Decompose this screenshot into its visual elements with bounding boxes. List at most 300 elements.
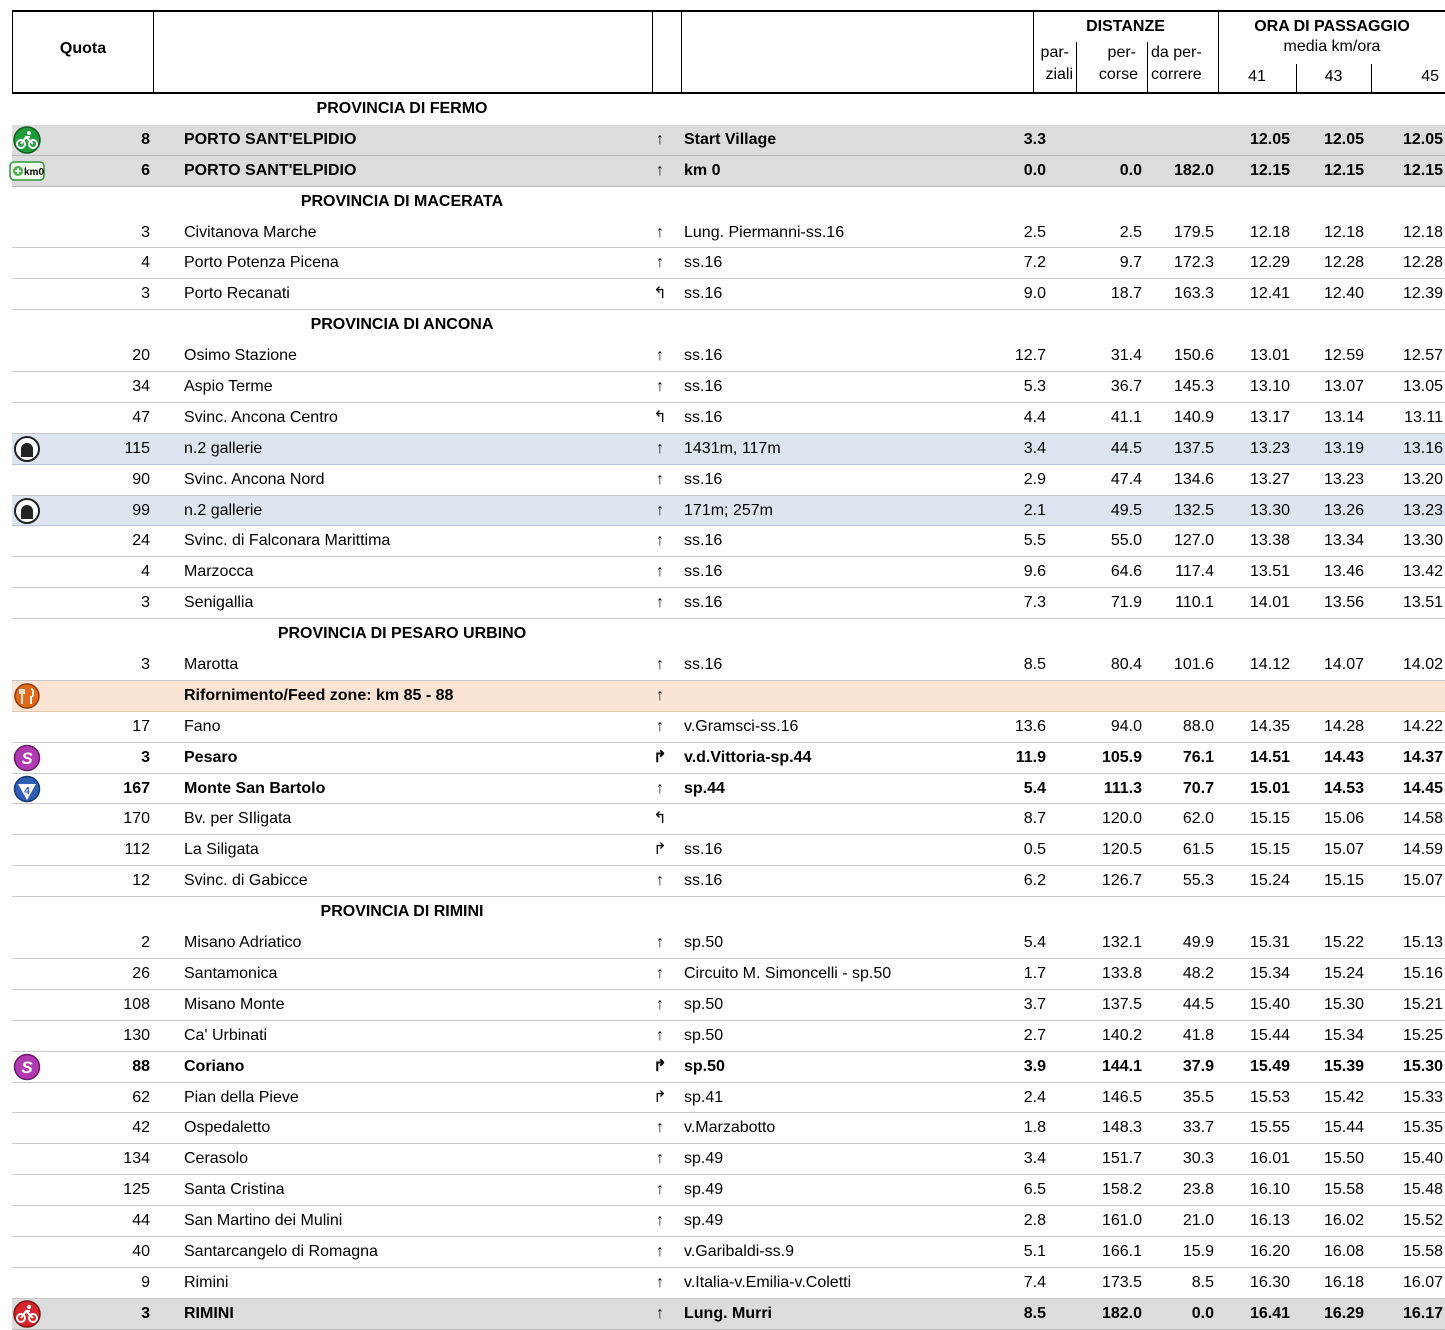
distance-covered-cell: 31.4 — [1110, 347, 1142, 365]
distance-partial-cell: 12.7 — [1014, 347, 1046, 365]
table-row — [12, 1021, 1445, 1052]
location-cell: Pian della Pieve — [184, 1088, 299, 1106]
altitude-cell: 4 — [141, 563, 150, 581]
distance-partial-cell: 8.5 — [1023, 656, 1046, 674]
distance-covered-cell: 146.5 — [1101, 1088, 1142, 1106]
time-41-cell: 15.01 — [1249, 779, 1290, 797]
table-row — [12, 1083, 1445, 1114]
direction-arrow: ↑ — [656, 779, 664, 797]
road-cell: sp.49 — [684, 1150, 724, 1168]
distance-partial-cell: 2.7 — [1023, 1026, 1046, 1044]
distance-remaining-cell: 172.3 — [1173, 254, 1214, 272]
time-45-cell: 15.33 — [1402, 1088, 1443, 1106]
time-43-cell: 12.28 — [1323, 254, 1364, 272]
svg-text:S: S — [21, 1057, 33, 1077]
altitude-cell: 34 — [132, 378, 150, 396]
altitude-cell: 12 — [132, 872, 150, 890]
altitude-cell: 47 — [132, 408, 150, 426]
time-45-cell: 13.51 — [1402, 594, 1443, 612]
distance-partial-cell: 0.5 — [1023, 841, 1046, 859]
table-row — [12, 1113, 1445, 1144]
table-row — [12, 804, 1445, 835]
direction-arrow: ↑ — [656, 656, 664, 674]
direction-arrow: ↑ — [656, 501, 664, 519]
province-name: PROVINCIA DI ANCONA — [310, 316, 494, 334]
time-41-cell: 14.01 — [1249, 594, 1290, 612]
direction-arrow: ↰ — [653, 408, 667, 426]
altitude-cell: 3 — [141, 748, 150, 766]
distanze-header: DISTANZE — [1086, 18, 1165, 35]
altitude-cell: 40 — [132, 1242, 150, 1260]
location-cell: Marotta — [184, 656, 239, 674]
altitude-cell: 4 — [141, 254, 150, 272]
distance-partial-cell: 5.4 — [1023, 934, 1046, 952]
table-row — [12, 218, 1445, 249]
time-43-cell: 14.07 — [1323, 656, 1364, 674]
time-41-cell: 15.53 — [1249, 1088, 1290, 1106]
location-cell: Santa Cristina — [184, 1181, 285, 1199]
road-cell: Lung. Piermanni-ss.16 — [684, 223, 845, 241]
road-cell: ss.16 — [684, 594, 723, 612]
direction-arrow: ↑ — [656, 563, 664, 581]
location-cell: Porto Potenza Picena — [184, 254, 339, 272]
direction-arrow: ↑ — [656, 130, 664, 148]
time-43-cell: 13.19 — [1323, 439, 1364, 457]
distance-covered-cell: 36.7 — [1110, 378, 1142, 396]
road-cell: sp.41 — [684, 1088, 724, 1106]
road-cell: sp.50 — [684, 934, 724, 952]
distance-covered-cell: 94.0 — [1110, 717, 1142, 735]
road-cell: ss.16 — [684, 285, 723, 303]
distance-remaining-cell: 132.5 — [1173, 501, 1214, 519]
time-43-cell: 12.59 — [1323, 347, 1364, 365]
distance-covered-cell: 120.0 — [1101, 810, 1142, 828]
parziali-header-1: par- — [1040, 44, 1069, 61]
time-45-cell: 15.16 — [1402, 964, 1443, 982]
province-name: PROVINCIA DI MACERATA — [300, 192, 504, 210]
distance-partial-cell: 5.5 — [1023, 532, 1046, 550]
distance-remaining-cell: 33.7 — [1182, 1119, 1214, 1137]
road-cell: ss.16 — [684, 378, 723, 396]
distance-covered-cell: 140.2 — [1101, 1026, 1142, 1044]
road-cell: ss.16 — [684, 563, 723, 581]
time-41-cell: 13.01 — [1249, 347, 1290, 365]
road-cell: Circuito M. Simoncelli - sp.50 — [684, 964, 892, 982]
direction-arrow: ↑ — [656, 439, 664, 457]
direction-arrow: ↑ — [656, 1304, 664, 1322]
time-43-cell: 15.15 — [1323, 872, 1364, 890]
time-45-cell: 13.16 — [1402, 439, 1443, 457]
altitude-cell: 130 — [123, 1026, 150, 1044]
distance-covered-cell: 133.8 — [1101, 964, 1142, 982]
direction-arrow: ↑ — [656, 964, 664, 982]
distance-remaining-cell: 15.9 — [1182, 1242, 1214, 1260]
location-cell: PORTO SANT'ELPIDIO — [184, 130, 357, 148]
road-cell: ss.16 — [684, 470, 723, 488]
road-cell: v.d.Vittoria-sp.44 — [684, 748, 812, 766]
time-43-cell: 15.07 — [1323, 841, 1364, 859]
table-body — [12, 94, 1445, 1330]
table-row — [12, 1299, 1445, 1330]
altitude-cell: 20 — [132, 347, 150, 365]
road-cell: sp.44 — [684, 779, 725, 797]
altitude-cell: 167 — [123, 779, 150, 797]
road-cell: km 0 — [684, 161, 721, 179]
time-43-cell: 15.24 — [1323, 964, 1364, 982]
distance-covered-cell: 49.5 — [1110, 501, 1142, 519]
distance-partial-cell: 2.8 — [1023, 1212, 1046, 1230]
direction-arrow: ↑ — [656, 686, 664, 704]
altitude-cell: 88 — [132, 1057, 150, 1075]
da-percorrere-header-2: correre — [1151, 66, 1202, 83]
media-kmora-header: media km/ora — [1283, 38, 1381, 55]
location-cell: Coriano — [184, 1057, 245, 1075]
road-cell: sp.50 — [684, 995, 724, 1013]
distance-remaining-cell: 179.5 — [1173, 223, 1214, 241]
location-cell: Misano Adriatico — [184, 934, 302, 952]
location-cell: Ca' Urbinati — [184, 1026, 268, 1044]
time-43-cell: 14.28 — [1323, 717, 1364, 735]
distance-remaining-cell: 0.0 — [1191, 1304, 1214, 1322]
distance-partial-cell: 3.9 — [1023, 1057, 1046, 1075]
distance-remaining-cell: 76.1 — [1182, 748, 1214, 766]
distance-partial-cell: 2.1 — [1023, 501, 1046, 519]
distance-remaining-cell: 182.0 — [1173, 161, 1214, 179]
distance-remaining-cell: 37.9 — [1182, 1057, 1214, 1075]
road-cell: v.Italia-v.Emilia-v.Coletti — [684, 1273, 852, 1291]
location-cell: Rimini — [184, 1273, 229, 1291]
altitude-cell: 3 — [141, 656, 150, 674]
direction-arrow: ↑ — [656, 470, 664, 488]
table-row — [12, 372, 1445, 403]
time-45-cell: 14.45 — [1402, 779, 1443, 797]
altitude-cell: 3 — [141, 223, 150, 241]
distance-covered-cell: 166.1 — [1101, 1242, 1142, 1260]
distance-partial-cell: 13.6 — [1014, 717, 1046, 735]
direction-arrow: ↑ — [656, 1273, 664, 1291]
distance-partial-cell: 11.9 — [1015, 748, 1046, 766]
road-cell: ss.16 — [684, 841, 723, 859]
direction-arrow: ↑ — [656, 532, 664, 550]
distance-remaining-cell: 145.3 — [1173, 378, 1214, 396]
time-43-cell: 15.06 — [1323, 810, 1364, 828]
province-name: PROVINCIA DI FERMO — [316, 100, 488, 117]
time-41-cell: 15.15 — [1249, 841, 1290, 859]
svg-text:S: S — [21, 748, 33, 768]
table-row — [12, 681, 1445, 712]
time-45-cell: 16.17 — [1402, 1304, 1443, 1322]
location-cell: Pesaro — [184, 748, 238, 766]
distance-covered-cell: 126.7 — [1101, 872, 1142, 890]
location-cell: Senigallia — [184, 594, 254, 612]
table-row — [12, 1144, 1445, 1175]
distance-remaining-cell: 48.2 — [1182, 964, 1214, 982]
time-43-cell: 13.14 — [1323, 408, 1364, 426]
road-cell: ss.16 — [684, 347, 723, 365]
location-cell: Osimo Stazione — [184, 347, 297, 365]
time-43-cell: 12.05 — [1323, 130, 1364, 148]
distance-covered-cell: 55.0 — [1110, 532, 1142, 550]
location-cell: Svinc. Ancona Nord — [184, 470, 325, 488]
svg-text:km0: km0 — [24, 166, 45, 178]
distance-partial-cell: 3.3 — [1023, 130, 1046, 148]
road-cell: Lung. Murri — [684, 1304, 772, 1322]
road-cell: 171m; 257m — [684, 501, 773, 519]
time-41-cell: 15.44 — [1249, 1026, 1290, 1044]
time-43-cell: 16.08 — [1323, 1242, 1364, 1260]
distance-remaining-cell: 49.9 — [1182, 934, 1214, 952]
direction-arrow: ↑ — [656, 995, 664, 1013]
road-cell: ss.16 — [684, 656, 723, 674]
distance-covered-cell: 120.5 — [1101, 841, 1142, 859]
distance-remaining-cell: 62.0 — [1182, 810, 1214, 828]
time-43-cell: 15.39 — [1323, 1057, 1364, 1075]
direction-arrow: ↱ — [653, 1057, 667, 1075]
location-cell: Fano — [184, 717, 221, 735]
time-45-cell: 14.37 — [1402, 748, 1443, 766]
time-45-cell: 13.05 — [1402, 378, 1443, 396]
time-43-cell: 12.15 — [1323, 161, 1364, 179]
time-45-cell: 12.05 — [1402, 130, 1443, 148]
distance-partial-cell: 8.5 — [1023, 1304, 1046, 1322]
province-header-row — [12, 94, 1445, 125]
table-row — [12, 1206, 1445, 1237]
time-43-cell: 13.07 — [1323, 378, 1364, 396]
time-45-cell: 14.22 — [1402, 717, 1443, 735]
province-header-row — [12, 897, 1445, 928]
time-43-cell: 13.46 — [1323, 563, 1364, 581]
altitude-cell: 62 — [132, 1088, 150, 1106]
distance-remaining-cell: 88.0 — [1182, 717, 1214, 735]
location-cell: Santamonica — [184, 964, 278, 982]
location-cell: PORTO SANT'ELPIDIO — [184, 161, 357, 179]
time-45-cell: 12.18 — [1402, 223, 1443, 241]
svg-text:4: 4 — [24, 785, 30, 797]
distance-remaining-cell: 35.5 — [1182, 1088, 1214, 1106]
direction-arrow: ↑ — [656, 1181, 664, 1199]
table-row — [12, 959, 1445, 990]
distance-remaining-cell: 30.3 — [1182, 1150, 1214, 1168]
distance-partial-cell: 3.4 — [1023, 1150, 1046, 1168]
table-row — [12, 341, 1445, 372]
direction-arrow: ↑ — [656, 223, 664, 241]
time-45-cell: 15.07 — [1402, 872, 1443, 890]
table-row — [12, 557, 1445, 588]
road-cell: ss.16 — [684, 872, 723, 890]
distance-partial-cell: 2.4 — [1023, 1088, 1046, 1106]
time-41-cell: 15.40 — [1249, 995, 1290, 1013]
time-41-cell: 13.38 — [1249, 532, 1290, 550]
direction-arrow: ↱ — [653, 748, 667, 766]
time-45-cell: 14.58 — [1402, 810, 1443, 828]
distance-covered-cell: 151.7 — [1101, 1150, 1142, 1168]
direction-arrow: ↰ — [653, 810, 667, 828]
direction-arrow: ↑ — [656, 161, 664, 179]
distance-partial-cell: 6.5 — [1023, 1181, 1046, 1199]
altitude-cell: 17 — [132, 717, 150, 735]
location-cell: Misano Monte — [184, 995, 285, 1013]
direction-arrow: ↑ — [656, 254, 664, 272]
table-row — [12, 712, 1445, 743]
road-cell: v.Garibaldi-ss.9 — [684, 1242, 794, 1260]
distance-partial-cell: 8.7 — [1023, 810, 1046, 828]
table-row — [12, 403, 1445, 434]
road-cell: sp.49 — [684, 1181, 724, 1199]
table-row — [12, 1175, 1445, 1206]
direction-arrow: ↑ — [656, 378, 664, 396]
distance-covered-cell: 80.4 — [1110, 656, 1142, 674]
time-41-cell: 13.27 — [1249, 470, 1290, 488]
distance-remaining-cell: 8.5 — [1191, 1273, 1214, 1291]
direction-arrow: ↰ — [653, 285, 667, 303]
time-41-cell: 13.10 — [1249, 378, 1290, 396]
table-row — [12, 248, 1445, 279]
location-cell: n.2 gallerie — [184, 501, 263, 519]
distance-remaining-cell: 70.7 — [1182, 779, 1214, 797]
altitude-cell: 112 — [124, 841, 150, 859]
location-cell: RIMINI — [184, 1304, 234, 1322]
distance-covered-cell: 44.5 — [1110, 439, 1142, 457]
distance-partial-cell: 4.4 — [1023, 408, 1046, 426]
time-41-cell: 14.51 — [1249, 748, 1290, 766]
location-cell: Ospedaletto — [184, 1119, 271, 1137]
distance-covered-cell: 41.1 — [1110, 408, 1142, 426]
time-45-cell: 12.28 — [1402, 254, 1443, 272]
distance-remaining-cell: 140.9 — [1173, 408, 1214, 426]
location-cell: Monte San Bartolo — [184, 779, 326, 797]
distance-covered-cell: 0.0 — [1119, 161, 1142, 179]
distance-remaining-cell: 134.6 — [1173, 470, 1214, 488]
distance-covered-cell: 47.4 — [1110, 470, 1142, 488]
distance-covered-cell: 137.5 — [1101, 995, 1142, 1013]
table-row — [12, 650, 1445, 681]
distance-partial-cell: 0.0 — [1023, 161, 1046, 179]
distance-remaining-cell: 55.3 — [1182, 872, 1214, 890]
distance-partial-cell: 9.6 — [1023, 563, 1046, 581]
speed-43-header: 43 — [1324, 68, 1343, 85]
location-cell: Civitanova Marche — [184, 223, 317, 241]
distance-remaining-cell: 110.1 — [1175, 594, 1214, 612]
altitude-cell: 9 — [141, 1273, 150, 1291]
table-row — [12, 835, 1445, 866]
time-41-cell: 16.30 — [1249, 1273, 1290, 1291]
time-43-cell: 16.29 — [1323, 1304, 1364, 1322]
time-41-cell: 15.55 — [1249, 1119, 1290, 1137]
altitude-cell: 170 — [123, 810, 150, 828]
time-45-cell: 14.59 — [1402, 841, 1443, 859]
time-43-cell: 15.22 — [1323, 934, 1364, 952]
time-45-cell: 13.42 — [1402, 563, 1443, 581]
speed-41-header: 41 — [1248, 68, 1266, 85]
distance-remaining-cell: 127.0 — [1173, 532, 1214, 550]
time-45-cell: 15.40 — [1402, 1150, 1443, 1168]
speed-45-header: 45 — [1421, 68, 1439, 85]
distance-partial-cell: 1.7 — [1023, 964, 1046, 982]
distance-remaining-cell: 61.5 — [1182, 841, 1214, 859]
table-row — [12, 526, 1445, 557]
time-43-cell: 16.02 — [1323, 1212, 1364, 1230]
road-cell: 1431m, 117m — [684, 439, 781, 457]
quota-header: Quota — [59, 40, 107, 57]
time-43-cell: 15.30 — [1323, 995, 1364, 1013]
distance-partial-cell: 2.5 — [1023, 223, 1046, 241]
time-41-cell: 13.51 — [1249, 563, 1290, 581]
time-41-cell: 16.20 — [1249, 1242, 1290, 1260]
altitude-cell: 108 — [123, 995, 150, 1013]
direction-arrow: ↑ — [656, 1026, 664, 1044]
time-45-cell: 13.11 — [1404, 408, 1443, 426]
distance-partial-cell: 5.4 — [1023, 779, 1046, 797]
altitude-cell: 3 — [141, 1304, 150, 1322]
time-45-cell: 15.30 — [1402, 1057, 1443, 1075]
time-41-cell: 12.18 — [1249, 223, 1290, 241]
distance-covered-cell: 144.1 — [1101, 1057, 1142, 1075]
distance-partial-cell: 7.2 — [1023, 254, 1046, 272]
time-45-cell: 12.39 — [1402, 285, 1443, 303]
time-45-cell: 15.21 — [1402, 995, 1443, 1013]
da-percorrere-header-1: da per- — [1151, 44, 1202, 61]
time-45-cell: 13.23 — [1402, 501, 1443, 519]
table-row — [12, 465, 1445, 496]
altitude-cell: 90 — [132, 470, 150, 488]
route-timetable — [12, 10, 1445, 1330]
time-41-cell: 15.24 — [1249, 872, 1290, 890]
time-41-cell: 13.23 — [1249, 439, 1290, 457]
altitude-cell: 125 — [123, 1181, 150, 1199]
table-row — [12, 990, 1445, 1021]
altitude-cell: 115 — [124, 439, 150, 457]
table-row — [12, 743, 1445, 774]
time-43-cell: 16.18 — [1323, 1273, 1364, 1291]
location-cell: San Martino dei Mulini — [184, 1212, 343, 1230]
direction-arrow: ↑ — [656, 347, 664, 365]
time-41-cell: 15.49 — [1249, 1057, 1290, 1075]
direction-arrow: ↑ — [656, 1119, 664, 1137]
altitude-cell: 3 — [141, 285, 150, 303]
location-cell: Svinc. di Falconara Marittima — [184, 532, 391, 550]
percorse-header-1: per- — [1107, 44, 1136, 61]
direction-arrow: ↑ — [656, 1242, 664, 1260]
road-cell: sp.50 — [684, 1026, 724, 1044]
time-43-cell: 13.23 — [1323, 470, 1364, 488]
distance-partial-cell: 6.2 — [1023, 872, 1046, 890]
time-45-cell: 13.20 — [1402, 470, 1443, 488]
road-cell: sp.50 — [684, 1057, 725, 1075]
time-43-cell: 15.58 — [1323, 1181, 1364, 1199]
province-header-row — [12, 619, 1445, 650]
distance-covered-cell: 132.1 — [1101, 934, 1142, 952]
distance-covered-cell: 161.0 — [1101, 1212, 1142, 1230]
altitude-cell: 2 — [141, 934, 150, 952]
distance-covered-cell: 2.5 — [1119, 223, 1142, 241]
distance-covered-cell: 9.7 — [1119, 254, 1142, 272]
time-43-cell: 13.34 — [1323, 532, 1364, 550]
table-row — [12, 1237, 1445, 1268]
distance-remaining-cell: 41.8 — [1182, 1026, 1214, 1044]
road-cell: v.Marzabotto — [684, 1119, 776, 1137]
time-45-cell: 15.13 — [1402, 934, 1443, 952]
direction-arrow: ↑ — [656, 1150, 664, 1168]
altitude-cell: 134 — [123, 1150, 150, 1168]
time-43-cell: 12.18 — [1323, 223, 1364, 241]
direction-arrow: ↱ — [653, 1088, 667, 1106]
road-cell: v.Gramsci-ss.16 — [684, 717, 799, 735]
distance-partial-cell: 9.0 — [1023, 285, 1046, 303]
distance-remaining-cell: 23.8 — [1182, 1181, 1214, 1199]
table-row — [12, 434, 1445, 465]
distance-partial-cell: 7.3 — [1023, 594, 1046, 612]
altitude-cell: 26 — [132, 964, 150, 982]
